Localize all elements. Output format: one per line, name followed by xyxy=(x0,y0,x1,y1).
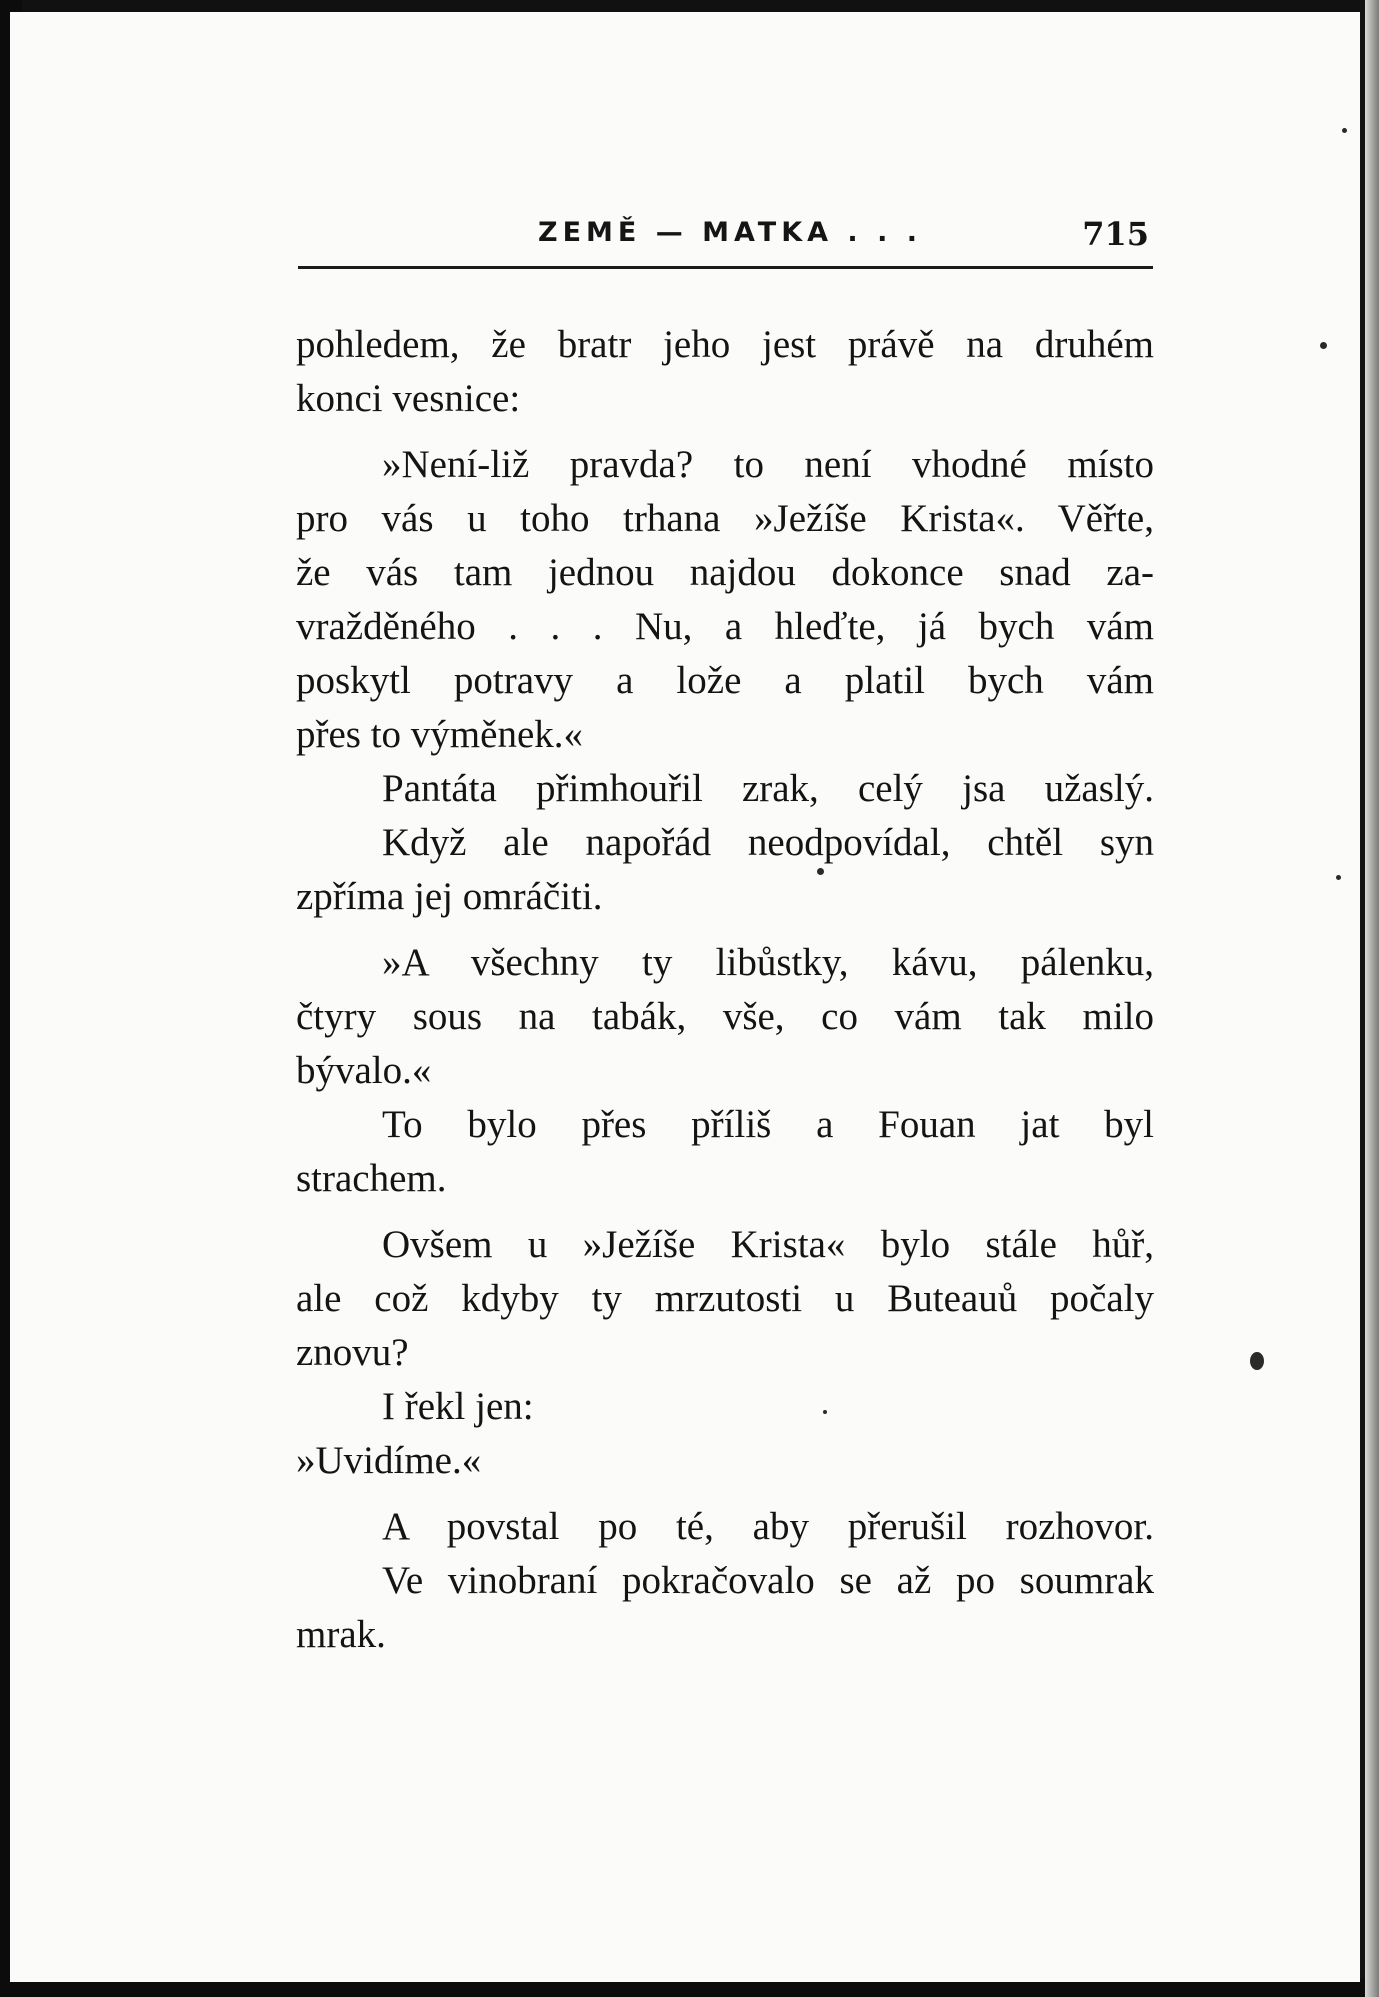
scan-speck xyxy=(1342,128,1347,133)
text-line: »Není-liž pravda? to není vhodné místo xyxy=(382,443,1154,486)
scan-right-edge xyxy=(1365,0,1379,1997)
text-line: pro vás u toho trhana »Ježíše Krista«. Věřte, xyxy=(296,497,1154,540)
text-line: vražděného . . . Nu, a hleďte, já bych vám xyxy=(296,605,1154,648)
text-line: čtyry sous na tabák, vše, co vám tak milo xyxy=(296,995,1154,1038)
running-head xyxy=(298,205,1153,265)
text-line: I řekl jen: xyxy=(382,1385,534,1428)
scan-speck xyxy=(817,868,824,875)
scan-speck xyxy=(823,1410,827,1414)
scan-speck xyxy=(1336,875,1341,880)
text-line: znovu? xyxy=(296,1331,409,1374)
text-line: ale což kdyby ty mrzutosti u Buteauů počaly xyxy=(296,1277,1154,1320)
text-line: strachem. xyxy=(296,1157,447,1200)
text-line: Ve vinobraní pokračovalo se až po soumrak xyxy=(382,1559,1154,1602)
text-line: »A všechny ty libůstky, kávu, pálenku, xyxy=(382,941,1154,984)
paragraph-gap xyxy=(296,1206,1154,1218)
text-line: pohledem, že bratr jeho jest právě na druhém xyxy=(296,323,1154,366)
text-line: zpříma jej omráčiti. xyxy=(296,875,603,918)
text-line: »Uvidíme.« xyxy=(296,1439,482,1482)
scan-speck xyxy=(1250,1352,1264,1370)
running-head-title: ZEMĚ — MATKA . . . xyxy=(538,217,923,248)
text-line: mrak. xyxy=(296,1613,386,1656)
text-line: přes to výměnek.« xyxy=(296,713,584,756)
paragraph-gap xyxy=(296,426,1154,438)
text-line: To bylo přes příliš a Fouan jat byl xyxy=(382,1103,1154,1146)
text-line: že vás tam jednou najdou dokonce snad za- xyxy=(296,551,1154,594)
text-line: A povstal po té, aby přerušil rozhovor. xyxy=(382,1505,1154,1548)
text-line: Pantáta přimhouřil zrak, celý jsa užaslý. xyxy=(382,767,1154,810)
paragraph-gap xyxy=(296,924,1154,936)
text-line: konci vesnice: xyxy=(296,377,521,420)
page-number: 715 xyxy=(1082,215,1149,253)
text-line: bývalo.« xyxy=(296,1049,432,1092)
body-text xyxy=(296,318,1154,1662)
paragraph-gap xyxy=(296,1488,1154,1500)
header-rule xyxy=(298,266,1153,269)
text-line: poskytl potravy a lože a platil bych vám xyxy=(296,659,1154,702)
scan-speck xyxy=(1320,342,1327,349)
text-line: Ovšem u »Ježíše Krista« bylo stále hůř, xyxy=(382,1223,1154,1266)
text-line: Když ale napořád neodpovídal, chtěl syn xyxy=(382,821,1154,864)
